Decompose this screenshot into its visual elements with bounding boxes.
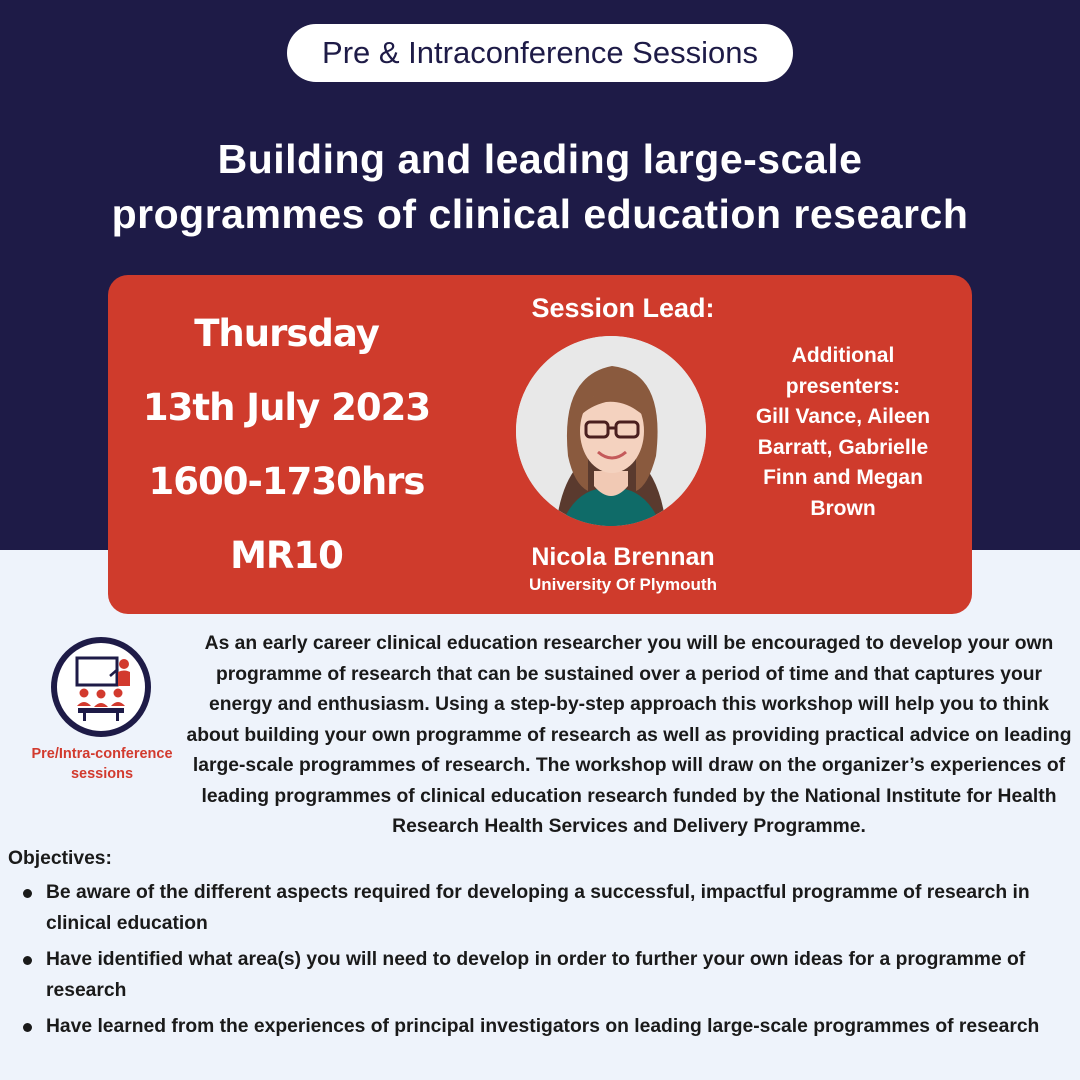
session-type-label: Pre & Intraconference Sessions: [322, 35, 758, 70]
session-lead-name: Nicola Brennan: [531, 543, 715, 571]
page-title: [0, 132, 1080, 242]
bullet-icon: [23, 956, 32, 965]
additional-label-line-1: Additional: [791, 344, 895, 367]
session-date: 13th July 2023: [142, 386, 431, 429]
session-time: 1600-1730hrs: [148, 460, 425, 503]
logo-caption-line-2: sessions: [70, 766, 134, 782]
session-day: Thursday: [194, 312, 379, 355]
session-room: MR10: [230, 534, 343, 577]
additional-presenters: [736, 341, 950, 524]
list-item: [0, 1012, 1060, 1043]
additional-names-line-4: Brown: [810, 496, 876, 520]
additional-names-line-1: Gill Vance, Aileen: [755, 405, 931, 428]
additional-names-line-3: Finn and Megan: [763, 466, 923, 489]
session-schedule: [108, 297, 465, 593]
portrait-illustration: [516, 336, 706, 526]
objectives-list: [0, 878, 1060, 1049]
objectives-heading: Objectives:: [8, 848, 112, 869]
title-line-1: Building and leading large-scale: [217, 136, 863, 182]
title-line-2: programmes of clinical education research: [111, 191, 969, 237]
presenter-portrait: [516, 336, 706, 526]
session-lead-institution: University Of Plymouth: [529, 575, 717, 594]
presentation-audience-icon: [50, 636, 152, 738]
session-type-banner: [287, 24, 793, 82]
objective-text: Have learned from the experiences of principal investigators on leading large-scale programmes of research: [46, 1016, 1040, 1037]
logo-caption: [20, 744, 184, 784]
list-item: [0, 945, 1060, 1006]
logo-caption-line-1: Pre/Intra-conference: [31, 746, 173, 762]
list-item: [0, 878, 1060, 939]
bullet-icon: [23, 1023, 32, 1032]
session-description: As an early career clinical education researcher you will be encouraged to develop your own programme of research that can be sustained over a period of time and that captures your energy and enthusiasm. Using a step-by-step approach this workshop will help you to think about building your own programme of research as well as providing practical advice on leading large-scale programmes of research. The workshop will draw on the organizer’s experiences of leading programmes of clinical education research funded by the National Institute for Health Research Health Services and Delivery Programme.: [186, 633, 1072, 837]
bullet-icon: [23, 889, 32, 898]
additional-label-line-2: presenters:: [785, 374, 901, 398]
session-details-card: [108, 275, 972, 614]
objective-text: Be aware of the different aspects required for developing a successful, impactful programme of research in clinical education: [46, 882, 1030, 934]
additional-names-line-2: Barratt, Gabrielle: [757, 435, 929, 459]
session-lead-label: Session Lead:: [531, 293, 715, 323]
objective-text: Have identified what area(s) you will need to develop in order to further your own ideas for a programme of research: [46, 949, 1026, 1001]
